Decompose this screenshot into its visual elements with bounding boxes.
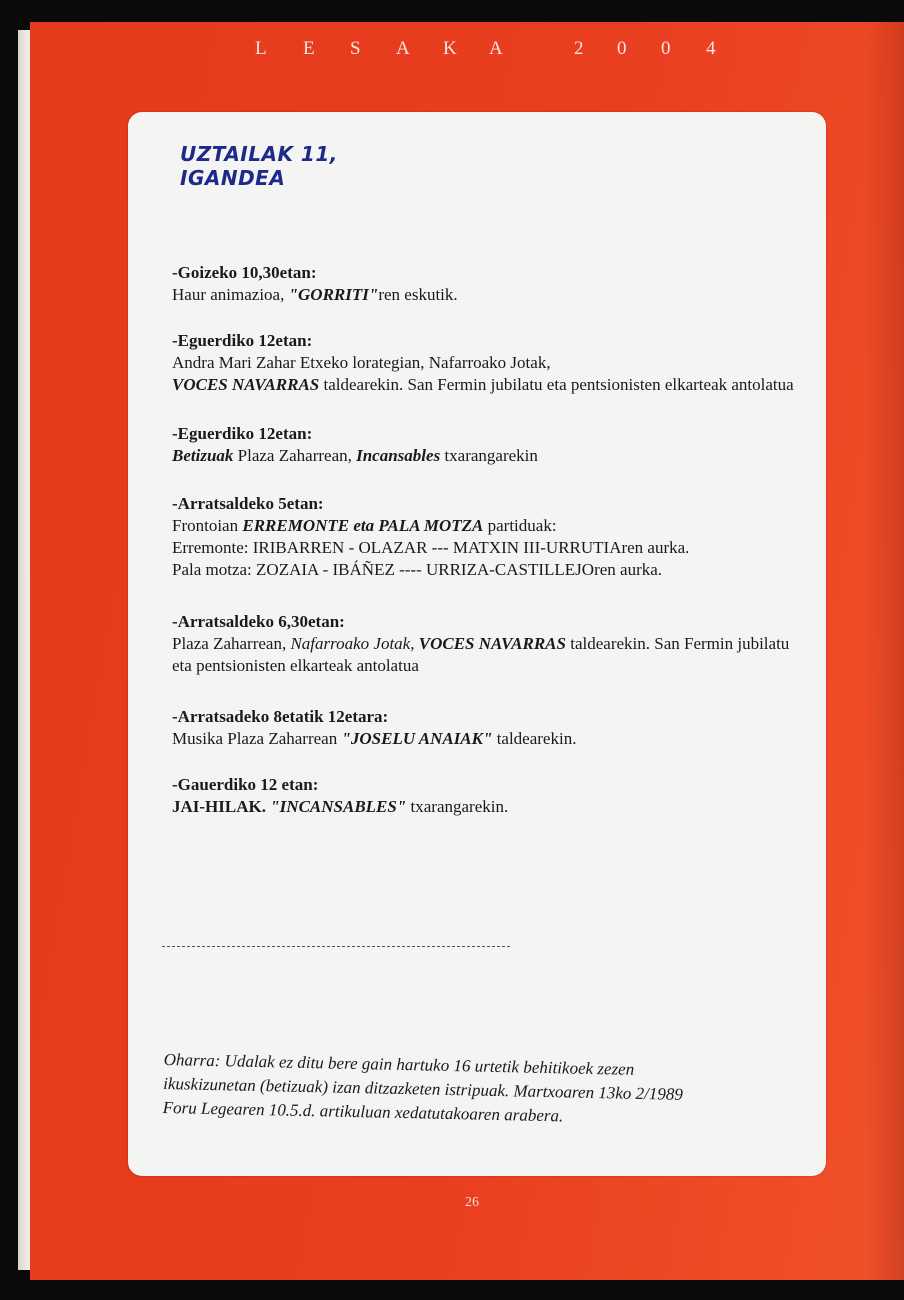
event-description (172, 284, 458, 306)
event-item (172, 611, 789, 677)
text-run: txarangarekin (440, 446, 538, 465)
page-number: 26 (465, 1195, 479, 1210)
text-run: Plaza Zaharrean, (172, 634, 291, 653)
text-run-emphasis: ERREMONTE eta PALA MOTZA (242, 516, 484, 535)
page-shadow (864, 22, 904, 1280)
text-run: Frontoian (172, 516, 243, 535)
page-header (0, 38, 904, 68)
disclaimer-note (162, 1048, 743, 1132)
event-description: eta pentsionisten elkarteak antolatua (172, 656, 419, 675)
text-run-emphasis: "JOSELU ANAIAK" (341, 729, 493, 748)
text-run-bold: JAI-HILAK. (172, 797, 271, 816)
header-letter: S (350, 38, 361, 59)
event-description (172, 796, 508, 818)
title-line-day: IGANDEA (180, 166, 286, 190)
event-item (172, 262, 458, 306)
text-run: taldearekin. San Fermin jubilatu (565, 634, 790, 653)
text-run-emphasis: VOCES NAVARRAS (418, 634, 566, 653)
title-line-date: UZTAILAK 11, (180, 142, 338, 166)
text-run: taldearekin. San Fermin jubilatu eta pentsionisten elkarteak antolatua (319, 375, 794, 394)
header-year-digit: 0 (617, 38, 627, 59)
event-item (172, 330, 794, 396)
text-run-italic: Nafarroako Jotak (290, 634, 411, 653)
event-heading: -Eguerdiko 12etan: (172, 424, 313, 443)
event-description (172, 633, 789, 655)
text-run-emphasis: VOCES NAVARRAS (172, 375, 320, 394)
note-line: ikuskizunetan (betizuak) izan ditzazketen istripuak. Martxoaren 13ko 2/1989 (163, 1073, 684, 1104)
text-run: taldearekin. (492, 729, 577, 748)
event-heading: -Arratsaldeko 6,30etan: (172, 612, 345, 631)
header-year-digit: 0 (661, 38, 671, 59)
header-letter: A (396, 38, 410, 59)
event-description (172, 445, 538, 467)
text-run: Haur animazioa, (172, 285, 289, 304)
event-item (172, 493, 689, 581)
text-run: Musika Plaza Zaharrean (172, 729, 342, 748)
event-heading: -Arratsaldeko 5etan: (172, 494, 324, 513)
event-heading: -Goizeko 10,30etan: (172, 263, 317, 282)
dashed-divider (162, 946, 510, 947)
event-heading: -Gauerdiko 12 etan: (172, 775, 319, 794)
header-letter: A (489, 38, 503, 59)
header-letter: K (443, 38, 457, 59)
event-heading: -Arratsadeko 8etatik 12etara: (172, 707, 389, 726)
header-year-digit: 2 (574, 38, 584, 59)
text-run: partiduak: (483, 516, 557, 535)
text-run-emphasis: "INCANSABLES" (270, 797, 407, 816)
event-description (172, 728, 576, 750)
header-letter: E (303, 38, 315, 59)
event-description (172, 374, 794, 396)
header-letter: L (255, 38, 267, 59)
text-run: txarangarekin. (406, 797, 509, 816)
text-run: , (410, 634, 419, 653)
event-item (172, 423, 538, 467)
event-item (172, 706, 576, 750)
text-run-emphasis: "GORRITI" (288, 285, 379, 304)
event-description: Andra Mari Zahar Etxeko lorategian, Nafarroako Jotak, (172, 353, 551, 372)
header-year-digit: 4 (706, 38, 716, 59)
note-line: Foru Legearen 10.5.d. artikuluan xedatutakoaren arabera. (162, 1097, 564, 1126)
note-line: Oharra: Udalak ez ditu bere gain hartuko 16 urtetik behitikoek zezen (163, 1049, 635, 1079)
text-run: Plaza Zaharrean, (233, 446, 357, 465)
text-run-emphasis: Incansables (356, 446, 441, 465)
text-run: ren eskutik. (378, 285, 458, 304)
text-run-emphasis: Betizuak (172, 446, 234, 465)
event-heading: -Eguerdiko 12etan: (172, 331, 313, 350)
page-title (180, 142, 338, 190)
event-description (172, 515, 689, 537)
event-description: Pala motza: ZOZAIA - IBÁÑEZ ---- URRIZA-CASTILLEJOren aurka. (172, 560, 663, 579)
event-description: Erremonte: IRIBARREN - OLAZAR --- MATXIN III-URRUTIAren aurka. (172, 538, 690, 557)
event-item (172, 774, 508, 818)
